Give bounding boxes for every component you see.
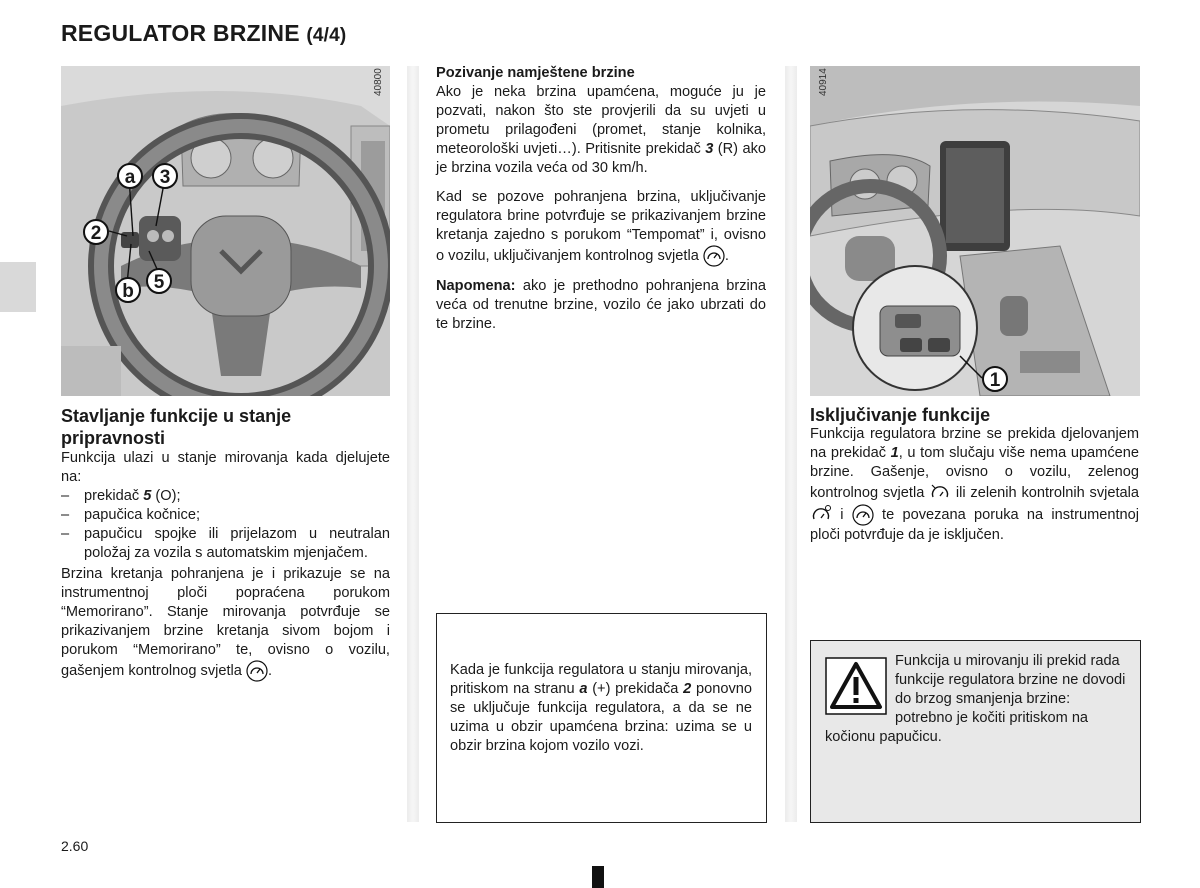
page-number: 2.60 xyxy=(61,838,89,854)
section-heading: Stavljanje funkcije u stanje pripravnosti xyxy=(61,406,292,448)
note-label: Napomena: xyxy=(436,278,516,294)
dashboard-illustration xyxy=(810,66,1140,396)
condition-list xyxy=(61,487,390,563)
page-title: REGULATOR BRZINE (4/4) xyxy=(61,20,347,46)
speedometer-icon xyxy=(852,504,874,526)
left-text: Funkcija ulazi u stanje mirovanja kada djelujete na: – prekidač 5 (O); – papučica kočnice; – papučicu spojke ili prijelazom u neutralan položaj za vozila s automatskim mjenjačem. Brzina kretanja pohranjena je i prikazuje se na instrumentnoj ploči popraćena porukom “Memorirano”. Stanje mirovanja potvrđuje se prikazivanjem brzine kretanja sivom bojom i porukom “Memorirano” te, ovisno o vozilu, gašenjem kontrolnog svjetla . xyxy=(61,449,390,682)
right-text: Funkcija regulatora brzine se prekida djelovanjem na prekidač 1, u tom slučaju više nema upamćene brzine. Gašenje, ovisno o vozilu, zelenog kontrolnog svjetla ili zelenih kontrolnih svjetala i te povezana poruka na instrumentnoj ploči potvrđuje da je isključen. xyxy=(810,426,1139,543)
column-divider xyxy=(407,66,419,822)
list-item: – papučica kočnice; xyxy=(61,506,390,525)
list-item: – prekidač 5 (O); xyxy=(61,487,390,506)
figure-ref: 40914 xyxy=(818,68,829,96)
page-marker xyxy=(592,866,604,888)
column-divider xyxy=(785,66,797,822)
section-tab xyxy=(0,262,36,312)
callout-5: 5 xyxy=(146,268,172,294)
warning-box xyxy=(810,640,1141,823)
speedometer-icon xyxy=(929,482,951,504)
speedometer-icon xyxy=(703,245,725,267)
section-heading: Isključivanje funkcije xyxy=(810,405,991,425)
speedometer-icon xyxy=(246,660,268,682)
callout-1: 1 xyxy=(982,366,1008,392)
warning-text: Funkcija u mirovanju ili prekid rada funkcije regulatora brzine ne dovodi do brzog smanjenja brzine: potrebno je kočiti pritiskom na kočionu papučicu. xyxy=(825,653,1126,745)
figure-ref: 40800 xyxy=(373,68,384,96)
callout-b: b xyxy=(115,277,141,303)
middle-text: Pozivanje namještene brzine Ako je neka brzina upamćena, moguće ju je pozvati, nakon što ste provjerili da su uvjeti u prometu prilagođeni (promet, stanje kolnika, meteorološki uvjeti…). Pritisnite prekidač 3 (R) ako je brzina vozila veća od 30 km/h. Kad se pozove pohranjena brzina, uključivanje regulatora brine potvrđuje se prikazivanjem brzine kretanja zajedno s porukom “Tempomat” i, ovisno o vozilu, uključivanjem kontrolnog svjetla . Napomena: ako je prethodno pohranjena brzina veća od trenutne brzine, vozilo će jako ubrzati do te brzine. xyxy=(436,65,766,332)
list-item: – papučicu spojke ili prijelazom u neutralan položaj za vozila s automatskim mjenjačem. xyxy=(61,525,390,563)
callout-3: 3 xyxy=(152,163,178,189)
info-box: Kada je funkcija regulatora u stanju mirovanja, pritiskom na stranu a (+) prekidača 2 ponovno se uključuje funkcija regulatora, a da se ne uzima u obzir upamćena brzina: uzima se u obzir brzina kojom vozilo vozi. xyxy=(436,613,767,823)
speedometer-icon xyxy=(810,504,832,526)
callout-a: a xyxy=(117,163,143,189)
callout-2: 2 xyxy=(83,219,109,245)
steering-wheel-illustration xyxy=(61,66,390,396)
subheading: Pozivanje namještene brzine xyxy=(436,65,635,81)
